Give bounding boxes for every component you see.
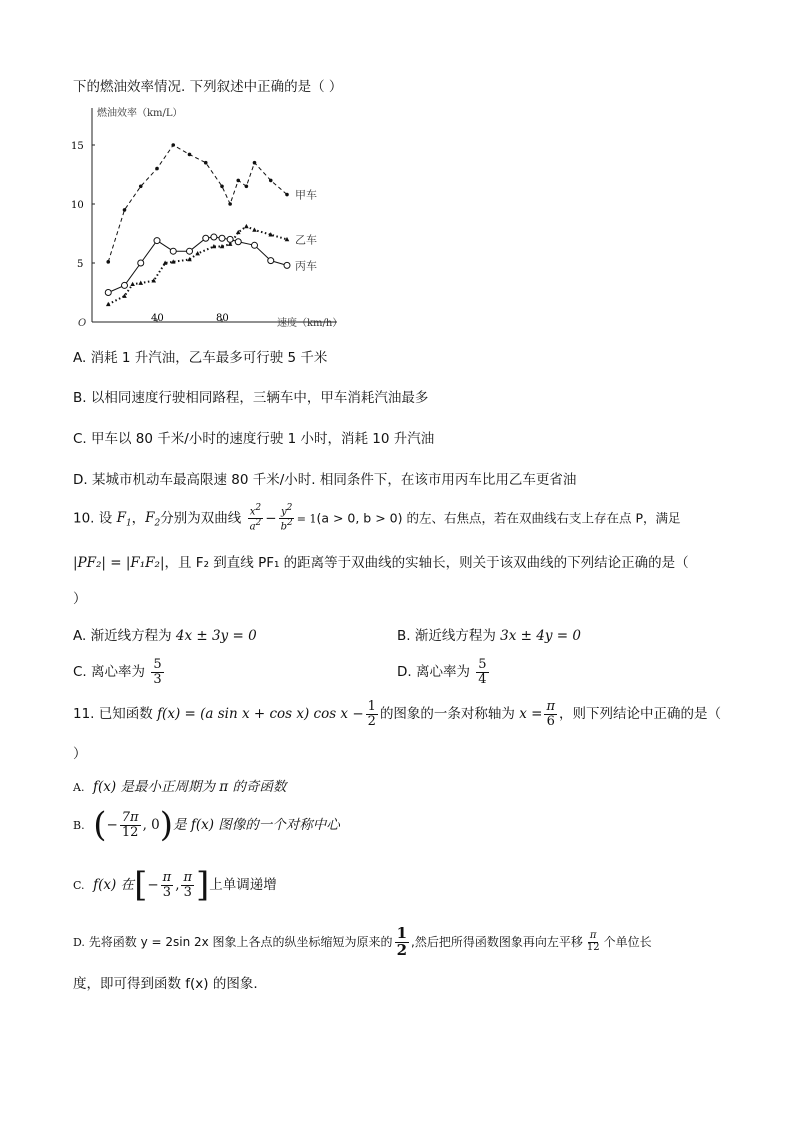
series-point: [105, 290, 111, 296]
q11-option-d-line2: 度，即可得到函数 f(x) 的图象.: [73, 976, 258, 992]
q10-mid: 分别为双曲线: [160, 510, 242, 527]
series-point: [123, 208, 127, 212]
q10-line3: ）: [73, 591, 87, 607]
series-line-2: [108, 237, 287, 292]
series-point: [122, 282, 128, 288]
series-point: [155, 167, 159, 171]
q9-option-c: C. 甲车以 80 千米/小时的速度行驶 1 小时，消耗 10 升汽油: [73, 431, 435, 447]
series-point: [139, 185, 143, 189]
q10-abs-eq: |PF₂| = |F₁F₂|: [73, 555, 165, 571]
series-point: [227, 236, 233, 242]
q10-f2: $F_2$: [145, 510, 161, 530]
series-point: [244, 224, 249, 228]
series-point: [235, 239, 241, 245]
q11-half: $\frac{1}{2}$: [367, 699, 376, 729]
series-point: [204, 161, 208, 165]
series-point: [187, 248, 193, 254]
q10-option-c: C. 离心率为 $\frac{5}{3}$: [73, 657, 162, 687]
series-line-1: [108, 226, 287, 304]
series-point: [268, 258, 274, 264]
series-point: [171, 143, 175, 147]
series-label: 甲车: [295, 188, 317, 202]
q10-line2-text: ，且 F₂ 到直线 PF₁ 的距离等于双曲线的实轴长，则关于该双曲线的下列结论正确的是（: [164, 555, 689, 571]
y-tick-label: 15: [71, 141, 84, 152]
series-label: 乙车: [295, 233, 317, 247]
series-point: [228, 202, 232, 206]
series-label: 丙车: [295, 259, 317, 273]
series-point: [284, 262, 290, 268]
q10-eq-tail: (a > 0, b > 0) 的左、右焦点，若在双曲线右支上存在点 P，满足: [316, 510, 681, 526]
series-point: [195, 251, 200, 255]
q10-x-frac: $\frac{x^2}{a^2}$: [249, 503, 262, 533]
series-point: [236, 179, 240, 183]
q10-line1: 10. 设 $F_1$，$F_2$分别为双曲线 $\frac{x^2}{a^2}$ − $\frac{y^2}{b^2}$ = 1(a > 0, b > 0) 的左、右焦点，若在双曲线右支上存在点 P，满足: [73, 503, 681, 533]
q9-option-d: D. 某城市机动车最高限速 80 千米/小时. 相同条件下，在该市用丙车比用乙车更省油: [73, 472, 577, 488]
q11-pi-over-6: $\frac{\pi}{6}$: [546, 699, 555, 729]
q10-line2: [73, 551, 689, 571]
q10-option-b: B. 渐近线方程为 3x ± 4y = 0: [397, 628, 581, 644]
q10-option-a: A. 渐近线方程为 4x ± 3y = 0: [73, 628, 257, 644]
fuel-efficiency-chart: [71, 100, 355, 335]
series-point: [245, 185, 249, 189]
series-point: [130, 282, 135, 286]
q9-stem: 下的燃油效率情况. 下列叙述中正确的是（ ）: [73, 79, 343, 95]
series-point: [138, 260, 144, 266]
q10-option-d: D. 离心率为 $\frac{5}{4}$: [397, 657, 487, 687]
series-point: [170, 248, 176, 254]
series-point: [252, 242, 258, 248]
q11-line1: 11. 已知函数 f(x) = (a sin x + cos x) cos x − $\frac{1}{2}$ 的图象的一条对称轴为 x = $\frac{\pi}{6}$ ，则下列结论中正确的是（: [73, 699, 721, 729]
q10-f1: $F_1$: [116, 510, 132, 530]
series-point: [253, 161, 257, 165]
chart-ylabel: 燃油效率（km/L）: [97, 108, 183, 119]
series-point: [269, 179, 273, 183]
series-point: [154, 238, 160, 244]
q11-option-a: A. f(x) 是最小正周期为 π 的奇函数: [73, 779, 287, 795]
q11-line2: ）: [73, 746, 87, 762]
series-point: [106, 260, 110, 264]
q9-option-a: A. 消耗 1 升汽油，乙车最多可行驶 5 千米: [73, 350, 328, 366]
chart-axes: [92, 108, 337, 322]
series-point: [252, 227, 257, 231]
series-point: [285, 193, 289, 197]
q11-option-b: B. (− $\frac{7\pi}{12}$ , 0)是 f(x) 图像的一个对称中心: [73, 805, 340, 845]
series-point: [106, 302, 111, 306]
q11-function: f(x) = (a sin x + cos x) cos x −: [157, 706, 364, 723]
series-point: [211, 234, 217, 240]
series-point: [188, 153, 192, 157]
q9-option-b: B. 以相同速度行驶相同路程，三辆车中，甲车消耗汽油最多: [73, 390, 429, 406]
series-point: [203, 235, 209, 241]
chart-origin: O: [78, 318, 87, 329]
y-tick-label: 5: [77, 259, 84, 270]
x-tick-label: 80: [216, 313, 229, 324]
series-point: [219, 235, 225, 241]
q11-option-c: C. f(x) 在[− $\frac{\pi}{3}$ , $\frac{\pi}{3}$ ]上单调递增: [73, 865, 277, 905]
q10-y-frac: $\frac{y^2}{b^2}$: [280, 503, 293, 533]
x-tick-label: 40: [151, 313, 164, 324]
q10-prefix: 10. 设: [73, 510, 117, 527]
q11-option-d-line1: D. 先将函数 y = 2sin 2x 图象上各点的纵坐标缩短为原来的 $\frac{1}{2}$ ,然后把所得函数图象再向左平移 $\frac{\pi}{12}$ 个单位长: [73, 924, 652, 959]
series-point: [220, 185, 224, 189]
chart-xlabel: 速度（km/h）: [277, 318, 343, 329]
series-point: [138, 281, 143, 285]
y-tick-label: 10: [71, 200, 84, 211]
